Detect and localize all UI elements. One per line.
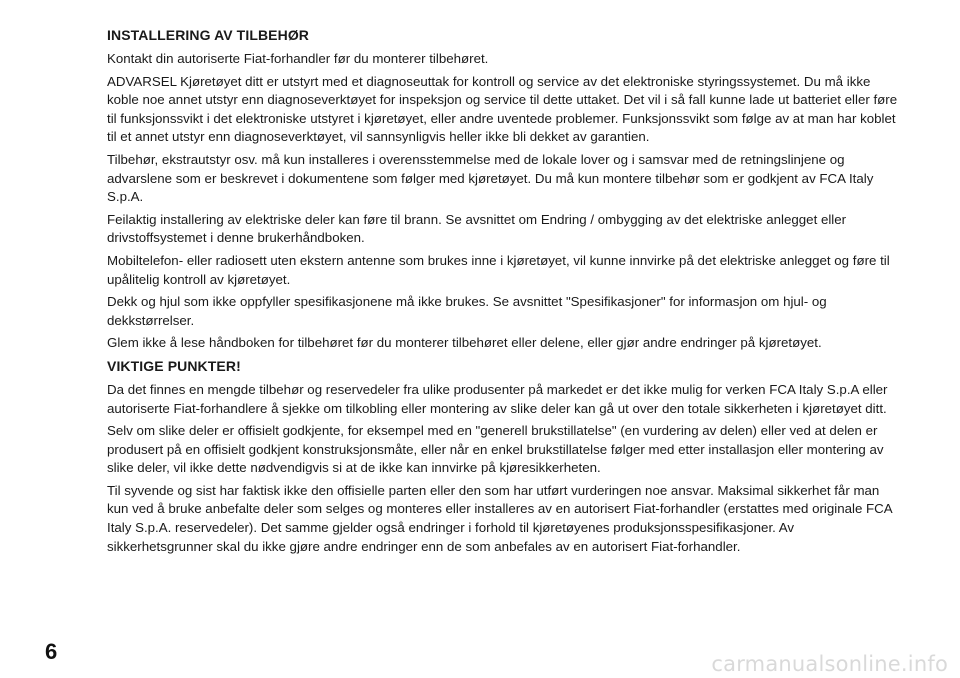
paragraph: Glem ikke å lese håndboken for tilbehøret før du monterer tilbehøret eller delene, eller gjør andre endringer på kjøretøyet. <box>107 335 822 351</box>
paragraph: Til syvende og sist har faktisk ikke den offisielle parten eller den som har utført vurderingen noe ansvar. Maksimal sikkerhet får man kun ved å bruke anbefalte deler som selges og monteres eller installeres av en autorisert Fiat-forhandler (erstattes med originale FCA Italy S.p.A. reservedeler). Det samme gjelder også endringer i forhold til kjøretøyenes produksjonsspesifikasjoner. Av sikkerhetsgrunner skal du ikke gjøre andre endringer enn de som anbefales av en autorisert Fiat-forhandler. <box>107 482 892 554</box>
page-number: 6 <box>45 639 58 664</box>
page-content <box>107 26 903 560</box>
section-heading: INSTALLERING AV TILBEHØR <box>107 27 310 43</box>
section-important-points <box>107 357 903 556</box>
section-accessory-installation <box>107 26 903 353</box>
paragraph: Selv om slike deler er offisielt godkjente, for eksempel med en "generell brukstillatelse" (en vurdering av delen) eller ved at delen er produsert på en offisielt godkjent konstruksjonsmåte, eller når en enkel brukstillatelse følger med etter installasjon eller montering av slike deler, vil ikke dette nødvendigvis si at de ikke kan innvirke på kjøresikkerheten. <box>107 423 884 476</box>
paragraph: Tilbehør, ekstrautstyr osv. må kun installeres i overensstemmelse med de lokale lover og i samsvar med de retningslinjene og advarslene som er beskrevet i dokumentene som følger med kjøretøyet. Du må kun montere tilbehør som er godkjent av FCA Italy S.p.A. <box>107 151 874 205</box>
section-heading: VIKTIGE PUNKTER! <box>107 357 241 374</box>
paragraph: Dekk og hjul som ikke oppfyller spesifikasjonene må ikke brukes. Se avsnittet "Spesifikasjoner" for informasjon om hjul- og dekkstørrelser. <box>107 294 827 328</box>
warning-paragraph: ADVARSEL Kjøretøyet ditt er utstyrt med et diagnoseuttak for kontroll og service av det elektroniske styringssystemet. Du må ikke koble noe annet utstyr enn diagnoseverktøyet for inspeksjon og service til dette uttaket. Det vil i så fall kunne lade ut batteriet eller føre til funksjonssvikt i det elektroniske utstyret i kjøretøyet, eller andre uventede problemer. Funksjonssvikt som følge av at man har koblet til et annet utstyr enn diagnoseverktøyet, vil sannsynligvis heller ikke bli dekket av garantien. <box>107 73 898 145</box>
paragraph: Feilaktig installering av elektriske deler kan føre til brann. Se avsnittet om Endring / ombygging av det elektriske anlegget eller drivstoffsystemet i denne brukerhåndboken. <box>107 211 847 246</box>
paragraph: Mobiltelefon- eller radiosett uten ekstern antenne som brukes inne i kjøretøyet, vil kunne innvirke på det elektriske anlegget og føre til upålitelig kontroll av kjøretøyet. <box>107 252 890 287</box>
paragraph: Da det finnes en mengde tilbehør og reservedeler fra ulike produsenter på markedet er det ikke mulig for verken FCA Italy S.p.A eller autoriserte Fiat-forhandlere å sjekke om tilkobling eller montering av slike deler kan gå ut over den totale sikkerheten i kjøretøyet ditt. <box>107 381 888 416</box>
watermark: carmanualsonline.info <box>711 652 948 676</box>
paragraph: Kontakt din autoriserte Fiat-forhandler før du monterer tilbehøret. <box>107 51 489 66</box>
